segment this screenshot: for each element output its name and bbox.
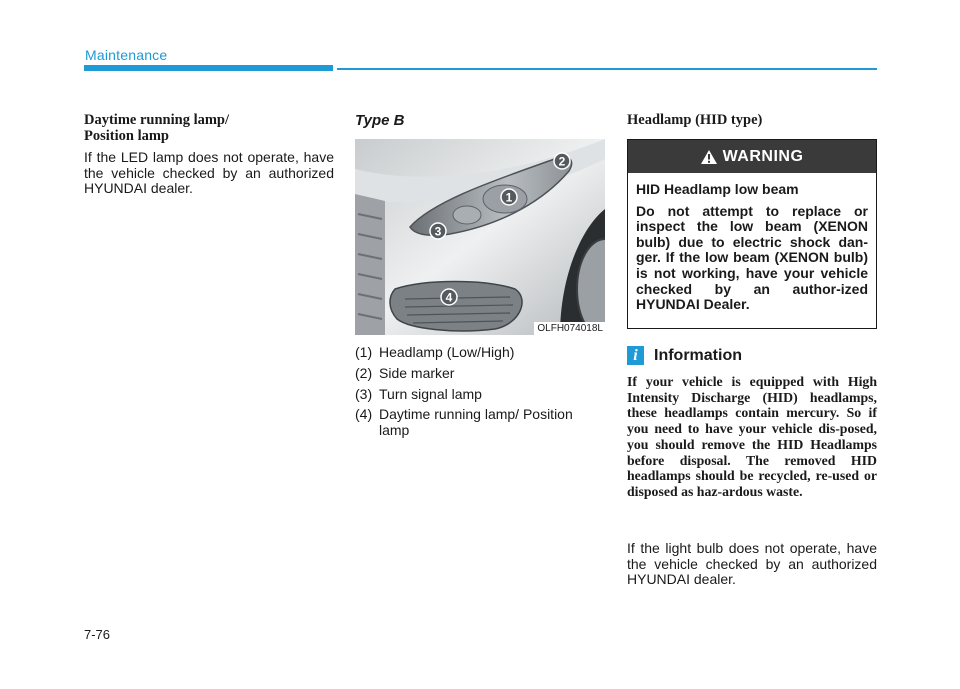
warning-triangle-icon [701,150,717,164]
info-icon: i [627,346,644,365]
daytime-lamp-heading-line2: Position lamp [84,128,169,144]
hid-heading: Headlamp (HID type) [627,112,763,128]
list-item: (3) Turn signal lamp [355,385,482,402]
information-body: If your vehicle is equipped with High Intensity Discharge (HID) headlamps, these headlamps contain mercury. So if you need to have your vehicle dis-posed, you should remove the HID Headlamps before disposal. The removed HID headlamps should be recycled, re-used or disposed as haz-ardous waste. [627,374,877,499]
information-label: Information [654,346,742,364]
headlamp-figure [355,139,605,335]
callout-1: 1 [505,190,513,205]
list-item: (4) Daytime running lamp/ Position lamp [355,406,573,439]
section-title: Maintenance [85,47,168,63]
figure-code: OLFH074018L [534,322,605,335]
column-type-b [355,112,605,439]
parts-list [355,344,605,443]
header-rule-thick [84,65,333,71]
warning-box [627,139,877,329]
header-rule-thin [337,68,877,70]
column-daytime-running-lamp [84,112,334,197]
type-b-heading: Type B [355,112,405,129]
callout-4: 4 [445,290,453,305]
car-front-illustration [355,139,605,335]
column-hid-headlamp [627,112,877,588]
callout-2: 2 [558,154,566,169]
list-item: (1) Headlamp (Low/High) [355,344,515,360]
daytime-lamp-heading-line1: Daytime running lamp/ [84,112,230,128]
list-item: (2) Side marker [355,364,455,381]
warning-body: Do not attempt to replace or inspect the low beam (XENON bulb) due to electric shock dan-ger. If the low beam (XENON bulb) is not working, have your vehicle checked by an author-ized HYUNDAI Dealer. [636,202,868,313]
bulb-note: If the light bulb does not operate, have the vehicle checked by an authorized HYUNDAI dealer. [627,540,877,588]
warning-content [628,173,876,313]
warning-title: HID Headlamp low beam [636,181,799,197]
warning-label: WARNING [722,147,804,165]
information-header [627,346,742,365]
warning-bar [628,140,876,173]
callout-3: 3 [434,224,442,239]
page-number: 7-76 [84,627,111,642]
daytime-lamp-heading [84,112,334,144]
daytime-lamp-body: If the LED lamp does not operate, have the vehicle checked by an authorized HYUNDAI dealer. [84,149,334,197]
